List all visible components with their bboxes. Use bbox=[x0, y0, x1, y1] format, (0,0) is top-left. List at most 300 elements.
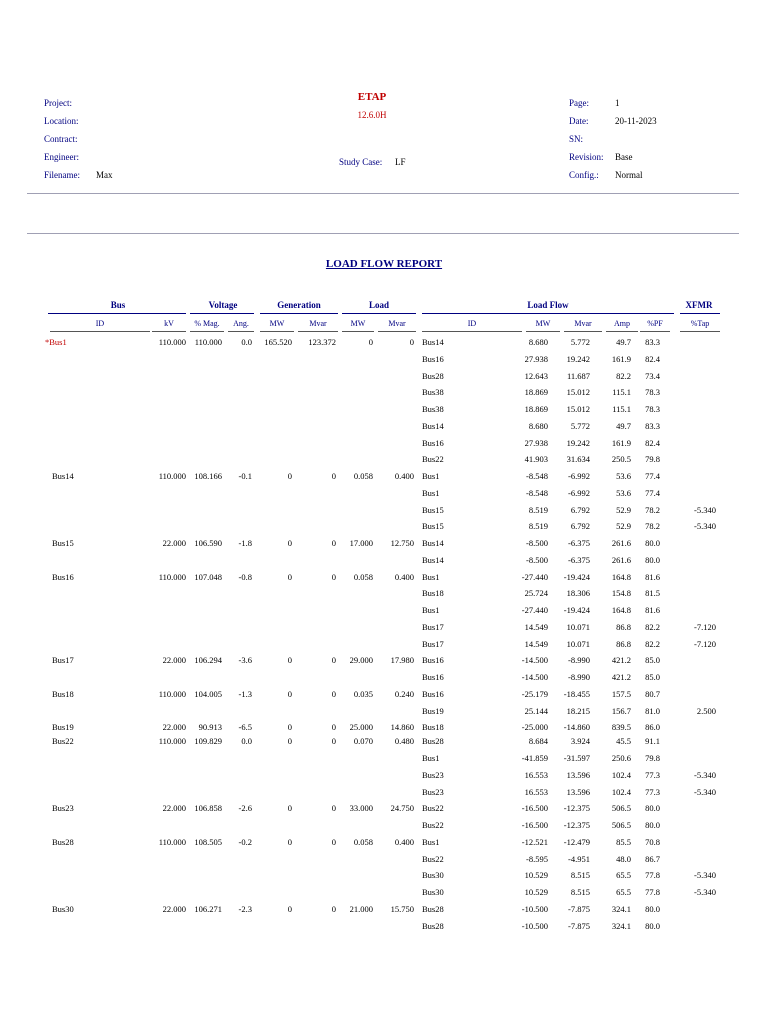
table-row bbox=[0, 586, 768, 603]
flow-amp: 154.8 bbox=[611, 588, 631, 599]
flow-mvar: -14.860 bbox=[563, 722, 590, 733]
gen-mw: 0 bbox=[287, 736, 292, 747]
load-mvar: 14.860 bbox=[390, 722, 414, 733]
header-divider bbox=[27, 193, 739, 194]
col-load-mw-rule bbox=[342, 331, 374, 332]
flow-to-bus: Bus18 bbox=[422, 722, 444, 733]
flow-mw: -8.500 bbox=[526, 554, 548, 565]
table-row bbox=[0, 734, 768, 751]
flow-to-bus: Bus19 bbox=[422, 705, 444, 716]
gen-mvar: 0 bbox=[331, 722, 336, 733]
contract-label: Contract: bbox=[44, 134, 78, 144]
table-row bbox=[0, 720, 768, 734]
flow-mw: 8.680 bbox=[528, 337, 548, 347]
flow-mw: -14.500 bbox=[521, 672, 548, 682]
voltage-mag: 107.048 bbox=[194, 571, 222, 582]
bus-id-text: Bus19 bbox=[52, 722, 74, 733]
flow-mvar: 18.215 bbox=[566, 705, 590, 716]
col-bus-id: ID bbox=[95, 319, 105, 328]
revision-label: Revision: bbox=[569, 152, 604, 162]
flow-pf: 82.2 bbox=[645, 638, 660, 649]
study-case-value: LF bbox=[395, 157, 406, 167]
bus-id bbox=[52, 736, 74, 746]
flow-pf: 78.2 bbox=[645, 504, 660, 515]
flow-pf: 82.4 bbox=[645, 437, 660, 448]
gen-mw: 0 bbox=[287, 688, 292, 699]
col-flow-mvar-rule bbox=[564, 331, 602, 332]
flow-mvar: -7.875 bbox=[568, 920, 590, 931]
flow-mvar: 10.071 bbox=[566, 638, 590, 649]
table-row bbox=[0, 620, 768, 637]
flow-pf: 78.2 bbox=[645, 521, 660, 532]
voltage-mag: 106.271 bbox=[194, 903, 222, 914]
flow-mw: -8.595 bbox=[526, 853, 548, 864]
bus-id-text: Bus1 bbox=[49, 337, 67, 347]
xfmr-tap: -7.120 bbox=[694, 638, 716, 649]
voltage-mag: 108.505 bbox=[194, 836, 222, 847]
date-label: Date: bbox=[569, 116, 589, 126]
flow-to-bus: Bus1 bbox=[422, 605, 440, 615]
col-pf-rule bbox=[640, 331, 670, 332]
gen-mw: 165.520 bbox=[264, 337, 292, 347]
flow-amp: 161.9 bbox=[611, 353, 631, 364]
load-mvar: 17.980 bbox=[390, 655, 414, 666]
flow-mvar: -31.597 bbox=[563, 753, 590, 763]
flow-amp: 250.6 bbox=[611, 753, 631, 763]
flow-mvar: -12.375 bbox=[563, 820, 590, 830]
flow-pf: 80.0 bbox=[645, 920, 660, 931]
flow-pf: 77.3 bbox=[645, 769, 660, 780]
filename-value: Max bbox=[96, 170, 113, 180]
table-row bbox=[0, 519, 768, 536]
bus-kv: 22.000 bbox=[162, 722, 186, 733]
table-row bbox=[0, 553, 768, 570]
flow-pf: 80.0 bbox=[645, 903, 660, 914]
voltage-angle: -1.3 bbox=[238, 688, 252, 699]
group-generation-underline bbox=[260, 313, 338, 314]
table-row bbox=[0, 704, 768, 721]
flow-amp: 86.8 bbox=[616, 621, 631, 632]
xfmr-tap: -5.340 bbox=[694, 870, 716, 881]
load-mw: 0.058 bbox=[353, 571, 373, 582]
sn-label: SN: bbox=[569, 134, 584, 144]
col-load-mvar: Mvar bbox=[388, 319, 406, 328]
col-ang: Ang. bbox=[233, 319, 249, 328]
load-mw: 29.000 bbox=[349, 655, 373, 666]
bus-id bbox=[52, 655, 74, 665]
gen-mw: 0 bbox=[287, 538, 292, 548]
flow-mvar: 8.515 bbox=[570, 870, 590, 881]
xfmr-tap: -5.340 bbox=[694, 521, 716, 532]
gen-mw: 0 bbox=[287, 655, 292, 666]
table-row bbox=[0, 570, 768, 587]
flow-pf: 86.7 bbox=[645, 853, 660, 864]
col-kv-rule bbox=[152, 331, 186, 332]
flow-amp: 102.4 bbox=[611, 786, 631, 797]
study-case-label: Study Case: bbox=[339, 157, 383, 167]
config-value: Normal bbox=[615, 170, 643, 180]
report-title: LOAD FLOW REPORT bbox=[325, 258, 443, 270]
flow-mw: 8.519 bbox=[528, 521, 548, 532]
app-name: ETAP bbox=[357, 91, 387, 103]
flow-mvar: 6.792 bbox=[570, 504, 590, 515]
gen-mvar: 0 bbox=[331, 903, 336, 914]
flow-pf: 81.5 bbox=[645, 588, 660, 599]
flow-mw: 16.553 bbox=[524, 769, 548, 780]
flow-pf: 80.7 bbox=[645, 688, 660, 699]
bus-id-text: Bus28 bbox=[52, 836, 74, 847]
flow-to-bus: Bus14 bbox=[422, 337, 444, 347]
flow-to-bus: Bus14 bbox=[422, 538, 444, 548]
load-mvar: 0.400 bbox=[394, 836, 414, 847]
flow-mvar: 13.596 bbox=[566, 786, 590, 797]
load-mw: 25.000 bbox=[349, 722, 373, 733]
load-mvar: 0.400 bbox=[394, 471, 414, 481]
load-mvar: 12.750 bbox=[390, 538, 414, 548]
bus-kv: 110.000 bbox=[158, 688, 186, 699]
flow-mvar: -19.424 bbox=[563, 605, 590, 615]
flow-mvar: 13.596 bbox=[566, 769, 590, 780]
bus-kv: 110.000 bbox=[158, 471, 186, 481]
col-gen-mw-rule bbox=[260, 331, 294, 332]
table-row bbox=[0, 751, 768, 768]
flow-amp: 53.6 bbox=[616, 487, 631, 498]
group-voltage-underline bbox=[190, 313, 254, 314]
flow-mvar: -12.375 bbox=[563, 803, 590, 814]
group-load-flow-underline bbox=[422, 313, 674, 314]
bus-id bbox=[45, 337, 67, 347]
bus-id-text: Bus18 bbox=[52, 688, 74, 699]
flow-amp: 86.8 bbox=[616, 638, 631, 649]
flow-mvar: -7.875 bbox=[568, 903, 590, 914]
flow-mw: -10.500 bbox=[521, 920, 548, 931]
group-load: Load bbox=[368, 300, 389, 310]
voltage-mag: 106.590 bbox=[194, 538, 222, 548]
flow-amp: 250.5 bbox=[611, 454, 631, 465]
flow-pf: 91.1 bbox=[645, 736, 660, 747]
gen-mw: 0 bbox=[287, 836, 292, 847]
table-row bbox=[0, 503, 768, 520]
flow-amp: 506.5 bbox=[611, 820, 631, 830]
flow-pf: 80.0 bbox=[645, 820, 660, 830]
table-row bbox=[0, 670, 768, 687]
flow-mvar: -6.375 bbox=[568, 538, 590, 548]
col-gen-mw: MW bbox=[269, 319, 285, 328]
flow-to-bus: Bus16 bbox=[422, 655, 444, 666]
flow-amp: 53.6 bbox=[616, 471, 631, 481]
table-row bbox=[0, 687, 768, 704]
gen-mvar: 0 bbox=[331, 571, 336, 582]
col-amp: Amp bbox=[614, 319, 630, 328]
table-row bbox=[0, 919, 768, 936]
gen-mvar: 0 bbox=[331, 803, 336, 814]
flow-mvar: -8.990 bbox=[568, 655, 590, 666]
col-amp-rule bbox=[606, 331, 638, 332]
flow-mvar: 10.071 bbox=[566, 621, 590, 632]
flow-mw: -12.521 bbox=[521, 836, 548, 847]
table-row bbox=[0, 385, 768, 402]
gen-mw: 0 bbox=[287, 571, 292, 582]
bus-id-text: Bus30 bbox=[52, 903, 74, 914]
flow-to-bus: Bus16 bbox=[422, 353, 444, 364]
xfmr-tap: -7.120 bbox=[694, 621, 716, 632]
flow-to-bus: Bus28 bbox=[422, 370, 444, 381]
load-mvar: 0.480 bbox=[394, 736, 414, 747]
flow-mw: -8.548 bbox=[526, 487, 548, 498]
load-mvar: 0.240 bbox=[394, 688, 414, 699]
flow-to-bus: Bus14 bbox=[422, 554, 444, 565]
col-flow-mvar: Mvar bbox=[574, 319, 592, 328]
location-label: Location: bbox=[44, 116, 79, 126]
flow-amp: 85.5 bbox=[616, 836, 631, 847]
table-row bbox=[0, 637, 768, 654]
voltage-mag: 109.829 bbox=[194, 736, 222, 747]
flow-mvar: 5.772 bbox=[570, 337, 590, 347]
flow-to-bus: Bus28 bbox=[422, 920, 444, 931]
voltage-angle: -3.6 bbox=[238, 655, 252, 666]
flow-pf: 83.3 bbox=[645, 420, 660, 431]
flow-mw: 25.144 bbox=[524, 705, 548, 716]
flow-pf: 80.0 bbox=[645, 554, 660, 565]
group-load-flow: Load Flow bbox=[527, 300, 569, 310]
flow-pf: 81.6 bbox=[645, 571, 660, 582]
flow-mw: -41.859 bbox=[521, 753, 548, 763]
flow-pf: 86.0 bbox=[645, 722, 660, 733]
flow-mw: -8.500 bbox=[526, 538, 548, 548]
group-xfmr-underline bbox=[680, 313, 720, 314]
voltage-angle: -0.2 bbox=[238, 836, 252, 847]
bus-id bbox=[52, 689, 74, 699]
engineer-label: Engineer: bbox=[44, 152, 79, 162]
xfmr-tap: -5.340 bbox=[694, 887, 716, 897]
flow-mw: 41.903 bbox=[524, 454, 548, 465]
flow-pf: 82.2 bbox=[645, 621, 660, 632]
col-tap: %Tap bbox=[690, 319, 710, 328]
voltage-angle: -1.8 bbox=[238, 538, 252, 548]
bus-id bbox=[52, 572, 74, 582]
flow-to-bus: Bus14 bbox=[422, 420, 444, 431]
group-xfmr: XFMR bbox=[685, 300, 713, 310]
flow-amp: 839.5 bbox=[611, 722, 631, 733]
col-bus-id-rule bbox=[50, 331, 150, 332]
flow-amp: 115.1 bbox=[612, 404, 631, 414]
gen-mvar: 0 bbox=[331, 655, 336, 666]
load-mw: 0.058 bbox=[353, 471, 373, 481]
flow-to-bus: Bus16 bbox=[422, 672, 444, 682]
voltage-angle: -0.1 bbox=[238, 471, 252, 481]
flow-to-bus: Bus1 bbox=[422, 571, 440, 582]
col-to-id: ID bbox=[467, 319, 477, 328]
config-label: Config.: bbox=[569, 170, 599, 180]
col-flow-mw: MW bbox=[535, 319, 551, 328]
table-row bbox=[0, 852, 768, 869]
col-tap-rule bbox=[680, 331, 720, 332]
flow-to-bus: Bus30 bbox=[422, 887, 444, 897]
bus-id-text: Bus14 bbox=[52, 471, 74, 481]
flow-to-bus: Bus22 bbox=[422, 853, 444, 864]
table-row bbox=[0, 486, 768, 503]
load-mvar: 24.750 bbox=[390, 803, 414, 814]
col-mag: % Mag. bbox=[194, 319, 220, 328]
gen-mvar: 0 bbox=[331, 688, 336, 699]
voltage-angle: -2.3 bbox=[238, 903, 252, 914]
bus-id-text: Bus16 bbox=[52, 571, 74, 582]
flow-to-bus: Bus22 bbox=[422, 454, 444, 465]
flow-mvar: -19.424 bbox=[563, 571, 590, 582]
flow-mvar: -4.951 bbox=[568, 853, 590, 864]
col-ang-rule bbox=[228, 331, 254, 332]
flow-mvar: -18.455 bbox=[563, 688, 590, 699]
flow-to-bus: Bus15 bbox=[422, 504, 444, 515]
col-gen-mvar-rule bbox=[298, 331, 338, 332]
table-row bbox=[0, 603, 768, 620]
flow-amp: 164.8 bbox=[611, 571, 631, 582]
flow-to-bus: Bus1 bbox=[422, 753, 440, 763]
table-row bbox=[0, 785, 768, 802]
flow-mw: 16.553 bbox=[524, 786, 548, 797]
flow-mvar: 5.772 bbox=[570, 420, 590, 431]
flow-mw: 8.684 bbox=[528, 736, 548, 747]
table-row bbox=[0, 536, 768, 553]
flow-amp: 261.6 bbox=[611, 538, 631, 548]
flow-mw: 8.680 bbox=[528, 420, 548, 431]
bus-id-text: Bus15 bbox=[52, 538, 74, 548]
flow-mw: 18.869 bbox=[524, 387, 548, 398]
flow-amp: 156.7 bbox=[611, 705, 631, 716]
table-row bbox=[0, 653, 768, 670]
gen-mvar: 0 bbox=[331, 736, 336, 747]
flow-to-bus: Bus38 bbox=[422, 404, 444, 414]
flow-mvar: -6.992 bbox=[568, 487, 590, 498]
flow-to-bus: Bus30 bbox=[422, 870, 444, 881]
table-row bbox=[0, 868, 768, 885]
table-row bbox=[0, 436, 768, 453]
flow-amp: 421.2 bbox=[611, 672, 631, 682]
flow-mvar: 8.515 bbox=[570, 887, 590, 897]
page-label: Page: bbox=[569, 98, 589, 108]
flow-mvar: -6.992 bbox=[568, 471, 590, 481]
xfmr-tap: -5.340 bbox=[694, 786, 716, 797]
flow-amp: 65.5 bbox=[616, 870, 631, 881]
flow-amp: 324.1 bbox=[611, 903, 631, 914]
col-load-mvar-rule bbox=[378, 331, 416, 332]
table-row bbox=[0, 352, 768, 369]
bus-kv: 22.000 bbox=[162, 803, 186, 814]
bus-id-text: Bus23 bbox=[52, 803, 74, 814]
col-gen-mvar: Mvar bbox=[309, 319, 327, 328]
flow-amp: 157.5 bbox=[611, 688, 631, 699]
xfmr-tap: 2.500 bbox=[696, 705, 716, 716]
bus-kv: 110.000 bbox=[158, 836, 186, 847]
flow-mw: 27.938 bbox=[524, 437, 548, 448]
flow-mw: 25.724 bbox=[524, 588, 548, 599]
bus-id bbox=[52, 722, 74, 732]
flow-amp: 102.4 bbox=[611, 769, 631, 780]
bus-id-text: Bus22 bbox=[52, 736, 74, 747]
table-row bbox=[0, 768, 768, 785]
col-pf: %PF bbox=[647, 319, 663, 328]
swing-bus-marker: * bbox=[45, 337, 50, 347]
flow-to-bus: Bus1 bbox=[422, 487, 440, 498]
flow-mw: 8.519 bbox=[528, 504, 548, 515]
flow-pf: 79.8 bbox=[645, 454, 660, 465]
flow-pf: 81.0 bbox=[645, 705, 660, 716]
date-value: 20-11-2023 bbox=[615, 116, 657, 126]
load-mw: 21.000 bbox=[349, 903, 373, 914]
bus-id-text: Bus17 bbox=[52, 655, 74, 666]
flow-to-bus: Bus22 bbox=[422, 803, 444, 814]
flow-amp: 49.7 bbox=[616, 337, 631, 347]
flow-mvar: 11.687 bbox=[566, 370, 590, 381]
flow-mw: -8.548 bbox=[526, 471, 548, 481]
load-mvar: 15.750 bbox=[390, 903, 414, 914]
flow-pf: 78.3 bbox=[645, 387, 660, 398]
voltage-angle: 0.0 bbox=[241, 736, 252, 747]
table-row bbox=[0, 369, 768, 386]
group-voltage: Voltage bbox=[208, 300, 238, 310]
flow-to-bus: Bus38 bbox=[422, 387, 444, 398]
flow-mvar: 19.242 bbox=[566, 353, 590, 364]
flow-mw: 14.549 bbox=[524, 638, 548, 649]
filename-label: Filename: bbox=[44, 170, 80, 180]
flow-mw: 10.529 bbox=[524, 887, 548, 897]
project-label: Project: bbox=[44, 98, 72, 108]
table-row bbox=[0, 902, 768, 919]
flow-pf: 79.8 bbox=[645, 753, 660, 763]
table-row bbox=[0, 419, 768, 436]
flow-mvar: -6.375 bbox=[568, 554, 590, 565]
flow-amp: 261.6 bbox=[611, 554, 631, 565]
bus-kv: 110.000 bbox=[158, 337, 186, 347]
table-row bbox=[0, 402, 768, 419]
flow-pf: 80.0 bbox=[645, 803, 660, 814]
flow-mw: 10.529 bbox=[524, 870, 548, 881]
gen-mvar: 0 bbox=[331, 538, 336, 548]
voltage-mag: 110.000 bbox=[194, 337, 222, 347]
voltage-mag: 108.166 bbox=[194, 471, 222, 481]
flow-mvar: 19.242 bbox=[566, 437, 590, 448]
bus-kv: 110.000 bbox=[158, 571, 186, 582]
col-flow-mw-rule bbox=[526, 331, 560, 332]
load-mw: 0.058 bbox=[353, 836, 373, 847]
flow-pf: 73.4 bbox=[645, 370, 660, 381]
group-generation: Generation bbox=[277, 300, 321, 310]
flow-pf: 78.3 bbox=[645, 404, 660, 414]
flow-pf: 77.4 bbox=[645, 471, 660, 481]
flow-amp: 49.7 bbox=[616, 420, 631, 431]
flow-to-bus: Bus23 bbox=[422, 786, 444, 797]
flow-pf: 81.6 bbox=[645, 605, 660, 615]
flow-amp: 506.5 bbox=[611, 803, 631, 814]
bus-kv: 22.000 bbox=[162, 655, 186, 666]
voltage-mag: 90.913 bbox=[198, 722, 222, 733]
voltage-mag: 104.005 bbox=[194, 688, 222, 699]
flow-mw: -10.500 bbox=[521, 903, 548, 914]
page-value: 1 bbox=[615, 98, 620, 108]
group-bus: Bus bbox=[110, 300, 126, 310]
bus-id bbox=[52, 837, 74, 847]
load-mw: 0.070 bbox=[353, 736, 373, 747]
group-bus-underline bbox=[48, 313, 186, 314]
voltage-mag: 106.294 bbox=[194, 655, 222, 666]
voltage-angle: 0.0 bbox=[241, 337, 252, 347]
flow-mvar: -8.990 bbox=[568, 672, 590, 682]
flow-pf: 85.0 bbox=[645, 655, 660, 666]
col-load-mw: MW bbox=[350, 319, 366, 328]
group-load-underline bbox=[342, 313, 416, 314]
flow-to-bus: Bus17 bbox=[422, 638, 444, 649]
flow-to-bus: Bus16 bbox=[422, 688, 444, 699]
